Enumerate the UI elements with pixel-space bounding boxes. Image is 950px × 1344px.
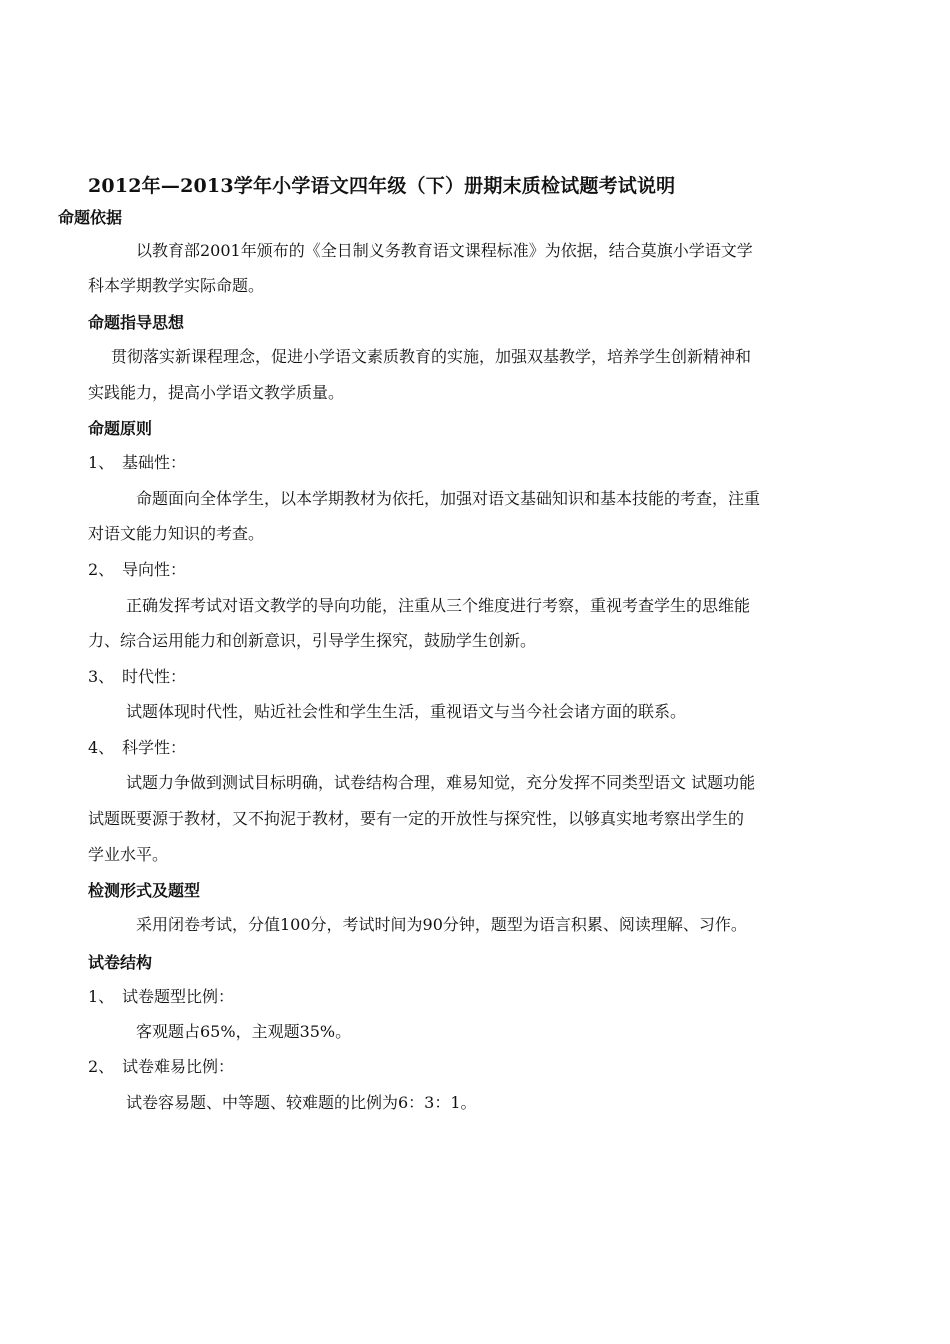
- list-label: 科学性：: [122, 738, 187, 757]
- paragraph-line: 力、综合运用能力和创新意识，引导学生探究，鼓励学生创新。: [88, 631, 537, 650]
- list-label: 导向性：: [122, 560, 187, 579]
- list-item-label: [88, 450, 186, 473]
- list-item-label: [88, 1054, 234, 1077]
- paragraph-line: 正确发挥考试对语文教学的导向功能，注重从三个维度进行考察，重视考查学生的思维能: [126, 596, 751, 615]
- list-number: 4、: [88, 738, 115, 757]
- paragraph-line: 试题体现时代性，贴近社会性和学生生活，重视语文与当今社会诸方面的联系。: [126, 702, 687, 721]
- list-number: 1、: [88, 987, 115, 1006]
- paragraph-line: 贯彻落实新课程理念，促进小学语文素质教育的实施，加强双基教学，培养学生创新精神和: [111, 347, 752, 366]
- paragraph-line: 学业水平。: [88, 845, 169, 864]
- list-number: 2、: [88, 1057, 115, 1076]
- document-title: 2012年—2013学年小学语文四年级（下）册期末质检试题考试说明: [88, 175, 676, 197]
- list-label: 时代性：: [122, 667, 187, 686]
- paragraph-line: 客观题占65%，主观题35%。: [136, 1022, 352, 1041]
- section-heading-format: 检测形式及题型: [88, 881, 201, 900]
- paragraph-line: 科本学期教学实际命题。: [88, 276, 265, 295]
- list-label: 试卷题型比例：: [122, 987, 235, 1006]
- list-item-label: [88, 735, 186, 758]
- paragraph-line: 命题面向全体学生，以本学期教材为依托，加强对语文基础知识和基本技能的考查，注重: [136, 489, 761, 508]
- paragraph-line: 以教育部2001年颁布的《全日制义务教育语文课程标准》为依据，结合莫旗小学语文学: [136, 241, 753, 260]
- paragraph-line: 实践能力，提高小学语文教学质量。: [88, 383, 345, 402]
- section-heading-principles: 命题原则: [88, 419, 153, 438]
- paragraph-line: 试卷容易题、中等题、较难题的比例为6：3：1。: [126, 1093, 477, 1112]
- paragraph-line: 试题力争做到测试目标明确，试卷结构合理，难易知觉，充分发挥不同类型语文 试题功能: [126, 773, 756, 792]
- list-item-label: [88, 557, 186, 580]
- section-heading-guide: 命题指导思想: [88, 313, 185, 332]
- section-heading-structure: 试卷结构: [88, 953, 153, 972]
- list-label: 基础性：: [122, 453, 187, 472]
- paragraph-line: 试题既要源于教材，又不拘泥于教材，要有一定的开放性与探究性，以够真实地考察出学生的: [88, 809, 745, 828]
- list-item-label: [88, 984, 234, 1007]
- paragraph-line: 对语文能力知识的考查。: [88, 524, 265, 543]
- list-label: 试卷难易比例：: [122, 1057, 235, 1076]
- list-number: 3、: [88, 667, 115, 686]
- section-heading-basis: 命题依据: [58, 208, 123, 227]
- list-number: 2、: [88, 560, 115, 579]
- list-item-label: [88, 664, 186, 687]
- list-number: 1、: [88, 453, 115, 472]
- paragraph-line: 采用闭卷考试，分值100分，考试时间为90分钟，题型为语言积累、阅读理解、习作。: [136, 915, 747, 934]
